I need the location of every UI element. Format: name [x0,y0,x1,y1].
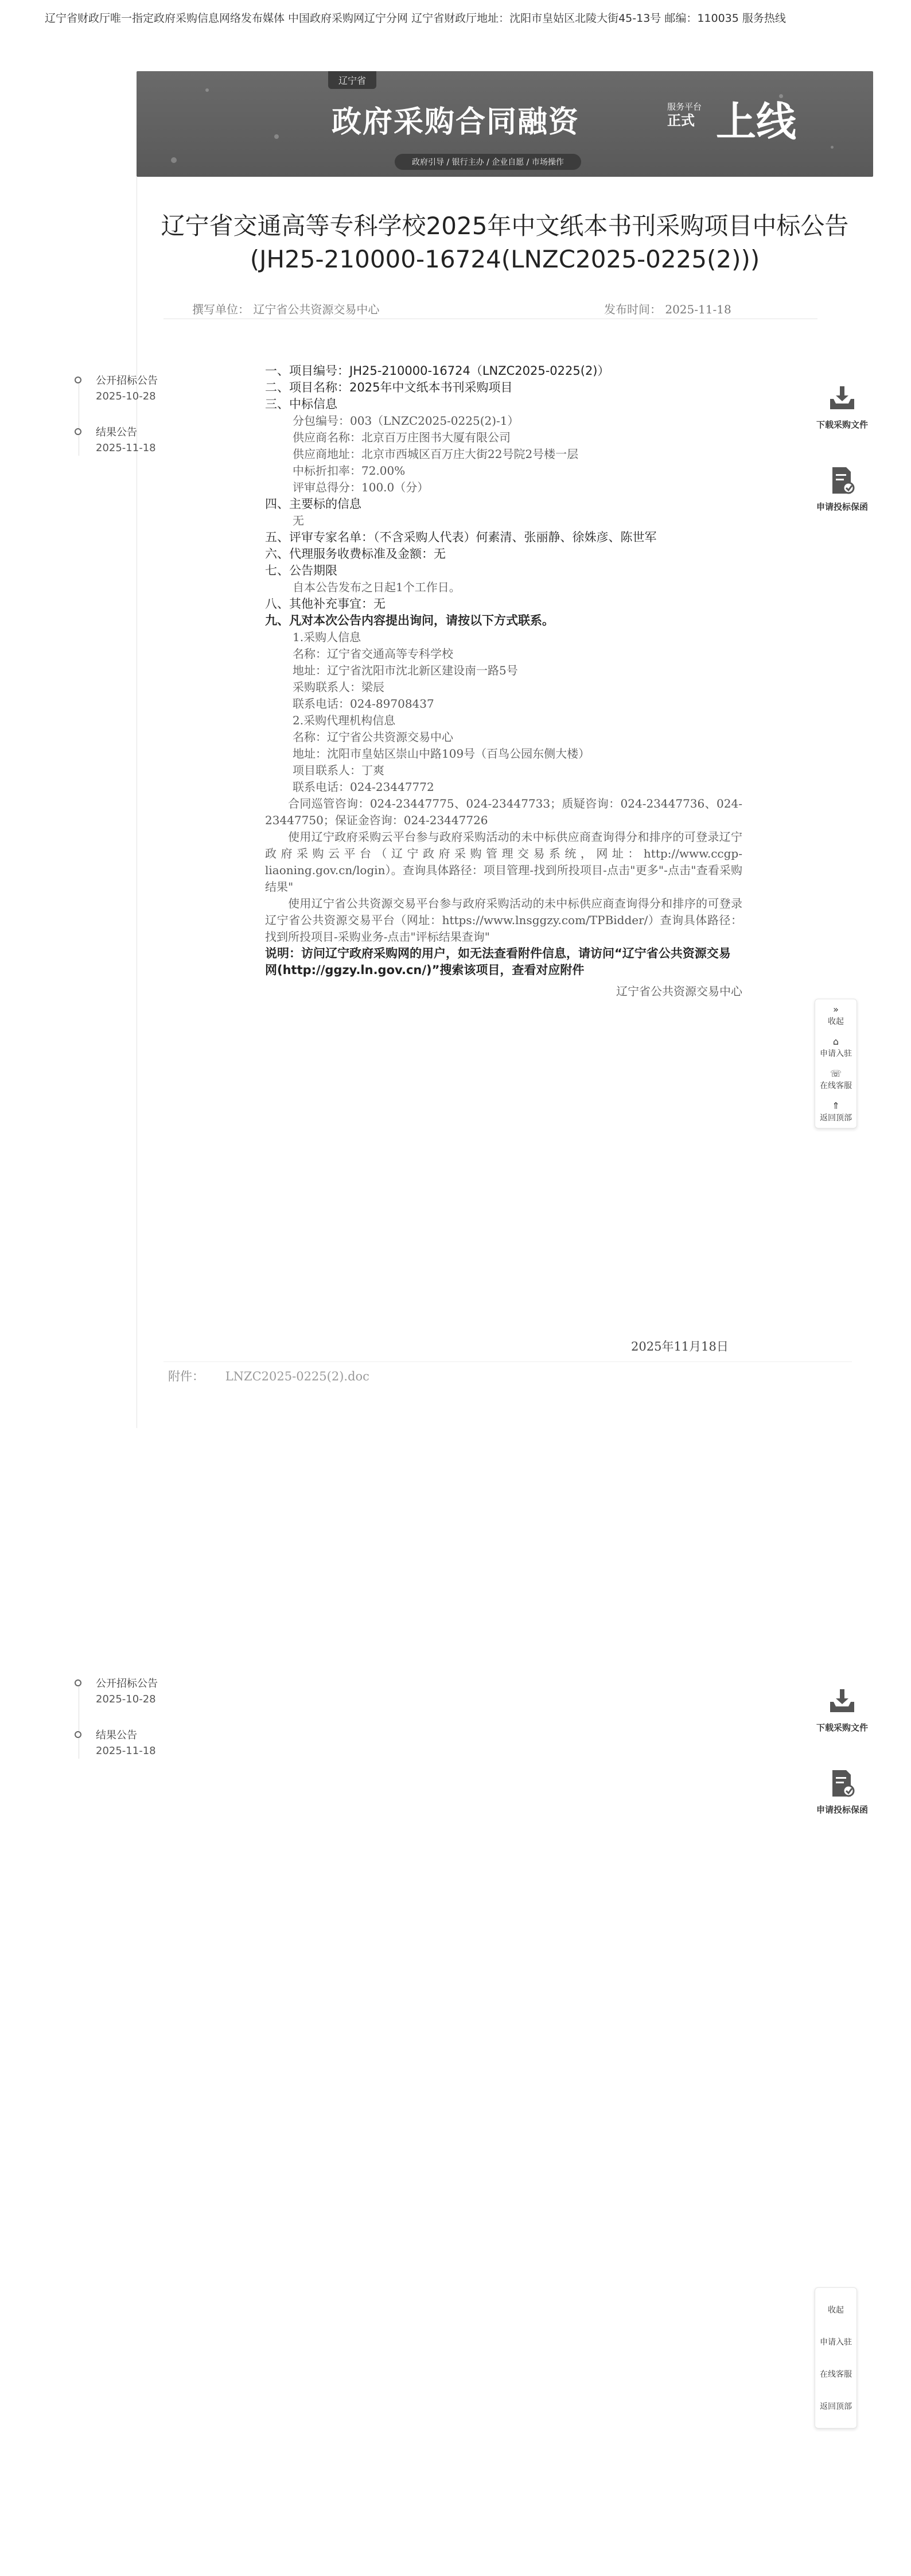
access-note: 说明：访问辽宁政府采购网的用户，如无法查看附件信息，请访问“辽宁省公共资源交易网(http://ggzy.ln.gov.cn/)”搜索该项目，查看对应附件 [265,946,731,977]
download-purchase-file-button[interactable] [811,382,874,430]
apply-entry-button[interactable] [815,1031,857,1064]
timeline-item-date: 2025-10-28 [96,1693,156,1705]
timeline-item-date: 2025-10-28 [96,390,156,402]
collapse-label: 收起 [828,2306,844,2315]
floating-toolbar [815,999,857,1128]
online-service-button[interactable] [815,2358,857,2390]
collapse-icon: » [833,1004,839,1015]
apply-entry-label: 申请入驻 [820,2338,852,2347]
store-icon: ⌂ [832,1036,839,1047]
article-meta [163,290,817,319]
apply-entry-label: 申请入驻 [820,1049,852,1058]
timeline-item-date: 2025-11-18 [96,442,156,454]
section-notice-period: 七、公告期限 [265,564,337,577]
back-to-top-label: 返回顶部 [820,2402,852,2411]
banner-sparkle [831,146,834,149]
download-purchase-file-button[interactable] [811,1685,874,1733]
review-score: 评审总得分：100.0（分） [293,480,429,494]
attachment-row [163,1361,852,1391]
collapse-label: 收起 [828,1017,844,1026]
attachment-label: 附件： [168,1370,204,1383]
download-tray-icon [826,382,859,415]
online-service-label: 在线客服 [820,1081,852,1091]
purchaser-name: 名称：辽宁省交通高等专科学校 [293,647,453,661]
online-service-label: 在线客服 [820,2370,852,2379]
banner-small-text [667,101,702,129]
agency-name: 名称：辽宁省公共资源交易中心 [293,730,453,744]
banner-sparkle [274,134,279,139]
supplier-address: 供应商地址：北京市西城区百万庄大街22号院2号楼一层 [293,447,579,461]
announcement-body [265,363,742,1000]
timeline-item-name: 公开招标公告 [96,375,158,387]
banner-sparkle [171,157,177,163]
author-unit: 撰写单位： 辽宁省公共资源交易中心 [192,302,380,316]
supplier-name: 供应商名称：北京百万庄图书大厦有限公司 [293,430,511,444]
timeline-item-name: 公开招标公告 [96,1678,158,1690]
banner-launch-text: 上线 [716,98,796,145]
timeline-item-name: 结果公告 [96,1729,137,1741]
top-info-text: 辽宁省财政厅唯一指定政府采购信息网络发布媒体 中国政府采购网辽宁分网 辽宁省财政厅地址：沈阳市皇姑区北陵大街45-13号 邮编：110035 服务热线 [45,12,786,25]
title-line-1: 辽宁省交通高等专科学校2025年中文纸本书刊采购项目中标公告 [161,212,849,240]
back-top-icon: ⇑ [832,1100,840,1111]
timeline-dot [75,428,81,435]
banner-slogan: 政府引导 / 银行主办 / 企业自愿 / 市场操作 [395,154,581,170]
award-discount: 中标折扣率：72.00% [293,464,406,478]
back-to-top-label: 返回顶部 [820,1114,852,1123]
timeline-dot [75,1731,81,1738]
agency-contact: 项目联系人：丁爽 [293,763,384,777]
headset-icon: ☏ [830,1068,842,1079]
apply-bid-guarantee-button[interactable] [811,464,874,513]
finance-platform-banner[interactable] [137,71,873,177]
download-tray-icon [826,1685,859,1718]
apply-bid-guarantee-label: 申请投标保函 [816,502,868,512]
timeline-item-name: 结果公告 [96,426,137,439]
back-to-top-button[interactable] [815,1096,857,1128]
section-project-number: 一、项目编号：JH25-210000-16724（LNZC2025-0225(2)） [265,364,610,378]
section-project-name: 二、项目名称：2025年中文纸本书刊采购项目 [265,381,513,394]
section-contact: 九、凡对本次公告内容提出询问，请按以下方式联系。 [265,614,554,627]
package-number: 分包编号：003（LNZC2025-0225(2)-1） [293,414,519,428]
purchaser-info-heading: 1.采购人信息 [293,630,361,644]
document-pen-icon [826,464,859,497]
banner-title: 政府采购合同融资 [332,105,580,139]
collapse-button[interactable] [815,2294,857,2326]
section-main-items: 四、主要标的信息 [265,497,361,511]
banner-sparkle [205,88,209,92]
purchaser-phone: 联系电话：024-89708437 [293,697,434,711]
purchaser-contact: 采购联系人：梁辰 [293,680,384,694]
download-purchase-file-label: 下载采购文件 [816,1722,868,1733]
section-experts: 五、评审专家名单：（不含采购人代表）何素清、张丽静、徐姝彦、陈世军 [265,530,657,544]
signature-org: 辽宁省公共资源交易中心 [616,984,742,998]
banner-province-tag: 辽宁省 [328,71,376,89]
timeline-dot [75,1679,81,1686]
apply-entry-button[interactable] [815,2326,857,2358]
banner-formal-label: 正式 [667,112,695,129]
section-award-info: 三、中标信息 [265,397,337,411]
download-purchase-file-label: 下载采购文件 [816,420,868,430]
collapse-button[interactable] [815,999,857,1031]
agency-phone: 联系电话：024-23447772 [293,780,434,794]
section-agency-fee: 六、代理服务收费标准及金额：无 [265,547,446,561]
top-info-bar [0,0,911,37]
banner-platform-label: 服务平台 [667,102,702,112]
page-title [137,210,873,276]
main-items-value: 无 [293,514,304,527]
floating-toolbar [815,2287,857,2428]
timeline-item-date: 2025-11-18 [96,1745,156,1757]
document-pen-icon [826,1767,859,1800]
back-to-top-button[interactable] [815,2390,857,2422]
publish-time: 发布时间： 2025-11-18 [604,302,731,316]
timeline-dot [75,377,81,383]
title-line-2: (JH25-210000-16724(LNZC2025-0225(2))) [250,245,760,273]
notice-period-value: 自本公告发布之日起1个工作日。 [293,580,461,594]
agency-address: 地址：沈阳市皇姑区崇山中路109号（百鸟公园东侧大楼） [293,747,590,761]
consultation-phones: 合同巡管咨询：024-23447775、024-23447733；质疑咨询：024-23447736、024-23447750；保证金咨询：024-23447726 [265,797,742,827]
online-service-button[interactable] [815,1064,857,1096]
purchaser-address: 地址：辽宁省沈阳市沈北新区建设南一路5号 [293,664,518,677]
attachment-link[interactable]: LNZC2025-0225(2).doc [225,1370,369,1383]
public-resource-instructions: 使用辽宁省公共资源交易平台参与政府采购活动的未中标供应商查询得分和排序的可登录辽宁省公共资源交易平台（网址：https://www.lnsggzy.com/TPBidder/）查询具体路径：找到所投项目-采购业务-点击"评标结果查询" [265,897,742,944]
agency-info-heading: 2.采购代理机构信息 [293,713,396,727]
cloud-platform-instructions: 使用辽宁政府采购云平台参与政府采购活动的未中标供应商查询得分和排序的可登录辽宁政府采购云平台（辽宁政府采购管理交易系统，网址：http://www.ccgp-liaoning.gov.cn/login）。查询具体路径：项目管理-找到所投项目-点击"更多"-点击"查看采购结果" [265,830,742,894]
apply-bid-guarantee-label: 申请投标保函 [816,1805,868,1815]
sign-date: 2025年11月18日 [631,1340,729,1353]
apply-bid-guarantee-button[interactable] [811,1767,874,1815]
section-other-matters: 八、其他补充事宜：无 [265,597,386,611]
